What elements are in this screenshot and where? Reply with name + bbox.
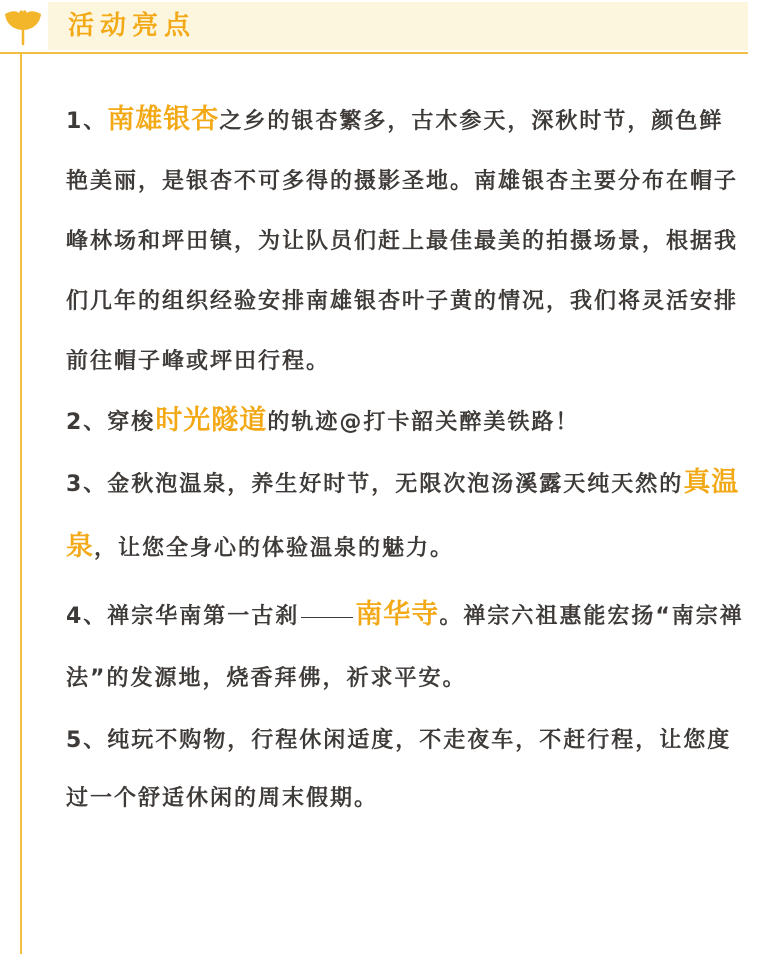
list-item [66, 584, 746, 710]
item-prefix: 2、穿梭 [66, 410, 156, 435]
list-item [66, 452, 746, 580]
item-text: ，让您全身心的体验温泉的魅力。 [94, 536, 455, 561]
highlight-text: 真温泉 [66, 467, 740, 562]
highlight-text: 时光隧道 [155, 405, 268, 436]
highlights-list [66, 90, 746, 828]
item-text: 。禅宗六祖惠能宏扬“南宗禅法”的发源地，烧香拜佛，祈求平安。 [66, 604, 744, 691]
item-prefix: 1、 [66, 109, 108, 134]
highlight-text: 南雄银杏 [107, 104, 220, 135]
list-item [66, 392, 746, 452]
item-text: 的轨迹@打卡韶关醉美铁路！ [267, 410, 580, 435]
list-item [66, 90, 746, 392]
item-prefix: 4、禅宗华南第一古刹 [66, 604, 300, 629]
ginkgo-leaf-icon [2, 4, 44, 46]
item-prefix: 3、金秋泡温泉，养生好时节，无限次泡汤溪露天纯天然的 [66, 472, 684, 497]
list-item: 5、纯玩不购物，行程休闲适度，不走夜车，不赶行程，让您度过一个舒适休闲的周末假期。 [66, 728, 732, 811]
left-vertical-line [20, 54, 22, 954]
section-title: 活动亮点 [68, 11, 197, 41]
dash-separator [301, 617, 353, 618]
header-underline [0, 52, 748, 54]
item-text: 之乡的银杏繁多，古木参天，深秋时节，颜色鲜艳美丽，是银杏不可多得的摄影圣地。南雄银杏主要分布在帽子峰林场和坪田镇，为让队员们赶上最佳最美的拍摄场景，根据我们几年的组织经验安排南雄银杏叶子黄的情况，我们将灵活安排前往帽子峰或坪田行程。 [66, 109, 739, 374]
highlight-text: 南华寺 [355, 599, 440, 630]
